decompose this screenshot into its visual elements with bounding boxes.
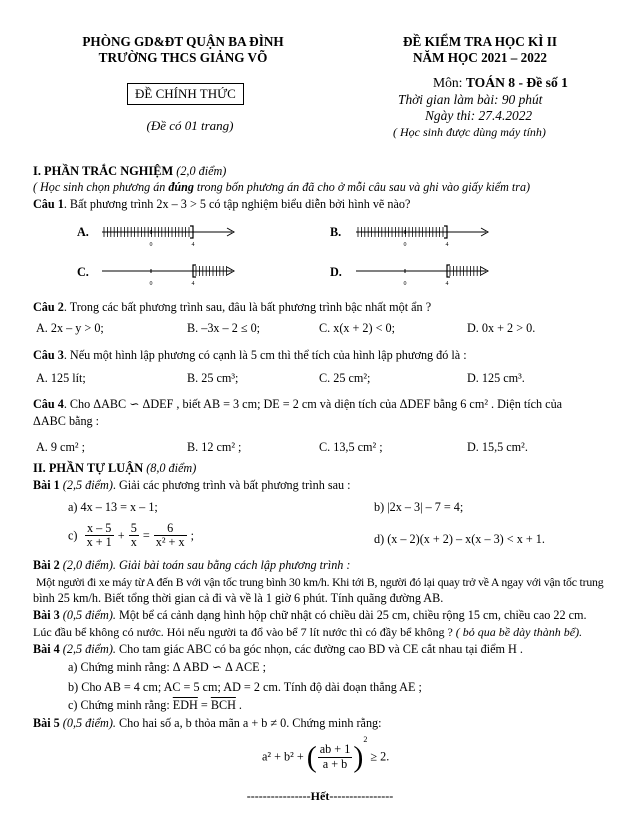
q3-option-a: A. 125 lít; <box>36 371 86 385</box>
instr-a: ( Học sinh chọn phương án <box>33 180 169 194</box>
b1-part-b: b) |2x – 3| – 7 = 4; <box>374 500 464 514</box>
subject-prefix: Môn: <box>433 75 466 90</box>
question-4-cont: ΔABC bằng : <box>33 414 100 428</box>
q4-option-b: B. 12 cm² ; <box>187 440 242 454</box>
fraction-1 <box>85 522 114 550</box>
part1-heading <box>33 164 226 180</box>
b4-text: Cho tam giác ABC có ba góc nhọn, các đường cao BD và CE cắt nhau tại điểm H . <box>115 642 523 656</box>
b4-points: (2,5 điểm). <box>59 642 116 656</box>
paren-left: ( <box>306 740 317 774</box>
b2-line-2: bình 25 km/h. Biết tổng thời gian cả đi và về là 1 giờ 6 phút. Tính quãng đường AB. <box>33 591 444 605</box>
q3-option-b: B. 25 cm³; <box>187 371 239 385</box>
part2-heading <box>33 461 196 477</box>
b5-inequality <box>262 735 389 776</box>
b4c-eq: = <box>197 698 211 712</box>
subject-line <box>433 75 568 92</box>
q3-text: . Nếu một hình lập phương có cạnh là 5 cm thì thể tích của hình lập phương đó là : <box>63 348 467 362</box>
b4c-pre: c) Chứng minh rằng: <box>68 698 173 712</box>
b3-line-2a: Lúc đầu bể không có nước. Hỏi nếu người ta đổ vào bể 7 lít nước thì có đầy bể không ? <box>33 625 456 639</box>
number-line-d <box>354 261 494 287</box>
frac2-num: 5 <box>130 521 137 535</box>
b3-line-2b: ( bỏ qua bề dày thành bể). <box>455 625 583 639</box>
tick-label-4: 4 <box>191 242 195 248</box>
problem-2 <box>33 558 350 573</box>
q2-option-a: A. 2x – y > 0; <box>36 321 104 335</box>
q4-label: Câu 4 <box>33 397 64 411</box>
tick-label-0: 0 <box>149 281 153 287</box>
frac3-den: x² + x <box>155 535 185 550</box>
b4-part-c <box>68 698 242 713</box>
q1-label: Câu 1 <box>33 197 64 211</box>
fraction-2 <box>129 522 139 550</box>
problem-3 <box>33 608 587 623</box>
problem-5 <box>33 716 382 731</box>
number-line-c <box>100 261 240 287</box>
part1-points: (2,0 điểm) <box>173 164 227 178</box>
tick-label-0: 0 <box>149 242 153 248</box>
q1-option-d-label: D. <box>330 265 342 279</box>
frac2-den: x <box>130 535 137 550</box>
problem-1 <box>33 478 351 493</box>
b5-den: a + b <box>322 756 348 771</box>
exam-title: ĐỀ KIỂM TRA HỌC KÌ II <box>402 34 557 49</box>
fraction-3 <box>154 522 187 550</box>
q2-option-c: C. x(x + 2) < 0; <box>319 321 396 335</box>
b2-points: (2,0 điểm). Giải bài toán sau bằng cách lập phương trình : <box>59 558 351 572</box>
part2-title: II. PHẦN TỰ LUẬN <box>33 461 144 475</box>
b5-points: (0,5 điểm). <box>59 716 116 730</box>
b3-line-1: Một bể cá cảnh dạng hình hộp chữ nhật có chiều dài 25 cm, chiều rộng 15 cm, chiều cao 22 cm. <box>115 608 587 622</box>
frac3-num: 6 <box>154 522 187 536</box>
b4-part-b: b) Cho AB = 4 cm; AC = 5 cm; AD = 2 cm. Tính độ dài đoạn thẳng AE ; <box>68 680 422 694</box>
question-1 <box>33 197 410 212</box>
b1-part-d: d) (x – 2)(x + 2) – x(x – 3) < x + 1. <box>374 532 545 546</box>
b1-points: (2,5 điểm) <box>59 478 113 492</box>
angle-edh: $\overline{EDH}$ <box>172 698 198 712</box>
problem-4 <box>33 642 523 657</box>
q2-option-b: B. –3x – 2 ≤ 0; <box>187 321 261 335</box>
angle-bch: $\overline{BCH}$ <box>210 698 236 712</box>
q2-label: Câu 2 <box>33 300 64 314</box>
question-3 <box>33 348 467 363</box>
question-2 <box>33 300 431 315</box>
b5-fraction <box>318 743 353 771</box>
b1-part-a: a) 4x – 13 = x – 1; <box>68 500 158 514</box>
b5-num: ab + 1 <box>319 742 351 757</box>
paren-right: ) <box>353 740 364 774</box>
part1-title: I. PHẦN TRẮC NGHIỆM <box>33 164 174 178</box>
calculator-note: ( Học sinh được dùng máy tính) <box>393 125 546 139</box>
frac1-den: x + 1 <box>86 535 112 550</box>
q4-option-d: D. 15,5 cm². <box>467 440 528 454</box>
exam-date: Ngày thi: 27.4.2022 <box>425 108 533 123</box>
b5-pre: a² + b² + <box>262 749 307 764</box>
tick-label-4: 4 <box>445 281 449 287</box>
exam-duration: Thời gian làm bài: 90 phút <box>398 92 543 107</box>
b2-line-1: Một người đi xe máy từ A đến B với vận tốc trung bình 30 km/h. Khi tới B, người đó lại quay trở về A ngay với vận tốc trung <box>36 575 604 589</box>
b3-points: (0,5 điểm). <box>59 608 116 622</box>
tick-label-0: 0 <box>403 281 407 287</box>
instr-b: đúng <box>168 180 194 194</box>
q2-text: . Trong các bất phương trình sau, đâu là bất phương trình bậc nhất một ẩn ? <box>63 300 432 314</box>
end-marker: ----------------Hết---------------- <box>246 789 394 803</box>
q1-text: . Bất phương trình 2x – 3 > 5 có tập nghiệm biểu diễn bởi hình vẽ nào? <box>63 197 411 211</box>
part2-points: (8,0 điểm) <box>143 461 197 475</box>
b5-post: ≥ 2. <box>367 749 390 764</box>
b4-part-a: a) Chứng minh rằng: Δ ABD ∽ Δ ACE ; <box>68 660 267 674</box>
school-year: NĂM HỌC 2021 – 2022 <box>412 50 548 65</box>
b4c-end: . <box>235 698 242 712</box>
b1c-label: c) <box>68 528 78 543</box>
number-line-a <box>100 222 240 248</box>
number-line-b <box>354 222 494 248</box>
b5-text: Cho hai số a, b thỏa mãn a + b ≠ 0. Chứng minh rằng: <box>115 716 382 730</box>
official-box: ĐỀ CHÍNH THỨC <box>127 83 244 105</box>
q4-text: . Cho ΔABC ∽ ΔDEF , biết AB = 3 cm; DE = 2 cm và diện tích của ΔDEF bằng 6 cm² . Diện tích của <box>63 397 563 411</box>
tick-label-0: 0 <box>403 242 407 248</box>
q4-option-c: C. 13,5 cm² ; <box>319 440 383 454</box>
department-name: PHÒNG GD&ĐT QUẬN BA ĐÌNH <box>82 34 284 49</box>
b3-line-2 <box>33 625 582 640</box>
question-4 <box>33 397 562 412</box>
q1-option-b-label: B. <box>330 225 342 239</box>
b3-label: Bài 3 <box>33 608 60 622</box>
q2-option-d: D. 0x + 2 > 0. <box>467 321 536 335</box>
instr-c: trong bốn phương án đã cho ở mỗi câu sau và ghi vào giấy kiểm tra) <box>193 180 531 194</box>
q3-option-d: D. 125 cm³. <box>467 371 525 385</box>
b1-text: . Giải các phương trình và bất phương trình sau : <box>112 478 351 492</box>
q1-option-c-label: C. <box>77 265 89 279</box>
frac1-num: x – 5 <box>85 522 114 536</box>
b5-exponent: 2 <box>363 735 368 744</box>
tick-label-4: 4 <box>445 242 449 248</box>
q3-label: Câu 3 <box>33 348 64 362</box>
b5-label: Bài 5 <box>33 716 60 730</box>
b1-label: Bài 1 <box>33 478 60 492</box>
q4-option-a: A. 9 cm² ; <box>36 440 86 454</box>
part1-instructions <box>33 180 530 195</box>
page-count: (Đề có 01 trang) <box>146 118 234 133</box>
b2-label: Bài 2 <box>33 558 60 572</box>
tick-label-4: 4 <box>191 281 195 287</box>
subject-name: TOÁN 8 - Đề số 1 <box>465 75 568 90</box>
school-name: TRƯỜNG THCS GIẢNG VÕ <box>98 50 268 65</box>
b1-part-c: c) $\frac{x - 5}{x + 1}$ + $\frac{5}{x}$ = $\frac{6}{\text{x² + x}}$ ; <box>68 521 194 550</box>
q3-option-c: C. 25 cm²; <box>319 371 371 385</box>
b4-label: Bài 4 <box>33 642 60 656</box>
q1-option-a-label: A. <box>77 225 89 239</box>
